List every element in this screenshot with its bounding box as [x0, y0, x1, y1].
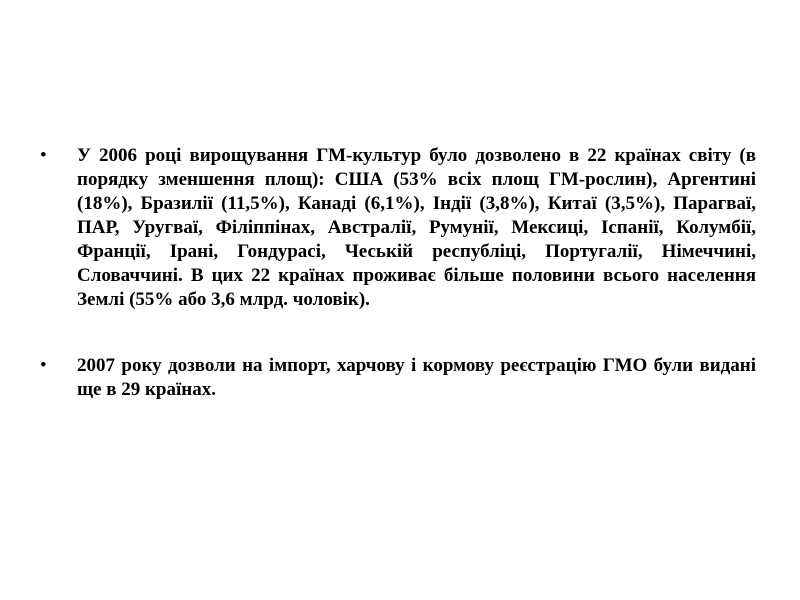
bullet-item-gm-crops-2006	[40, 144, 756, 312]
bullet-text-gm-crops-2006: У 2006 році вирощування ГМ-культур було дозволено в 22 країнах світу (в порядку зменшення площ): США (53% всіх площ ГМ-рослин), Аргентині (18%), Бразилії (11,5%), Канаді (6,1%), Індії (3,8%), Китаї (3,5%), Парагваї, ПАР, Уругваї, Філіппінах, Австралії, Румунії, Мексиці, Іспанії, Колумбії, Франції, Ірані, Гондурасі, Чеській республіці, Португалії, Німеччині, Словаччині. В цих 22 країнах проживає більше половини всього населення Землі (55% або 3,6 млрд. чоловік).	[77, 145, 756, 310]
bullet-text-permits-2007: 2007 року дозволи на імпорт, харчову і кормову реєстрацію ГМО були видані ще в 29 країнах.	[77, 355, 756, 400]
bullet-list	[40, 144, 756, 402]
bullet-marker: •	[40, 355, 47, 376]
bullet-item-permits-2007	[40, 354, 756, 402]
bullet-marker: •	[40, 145, 47, 166]
